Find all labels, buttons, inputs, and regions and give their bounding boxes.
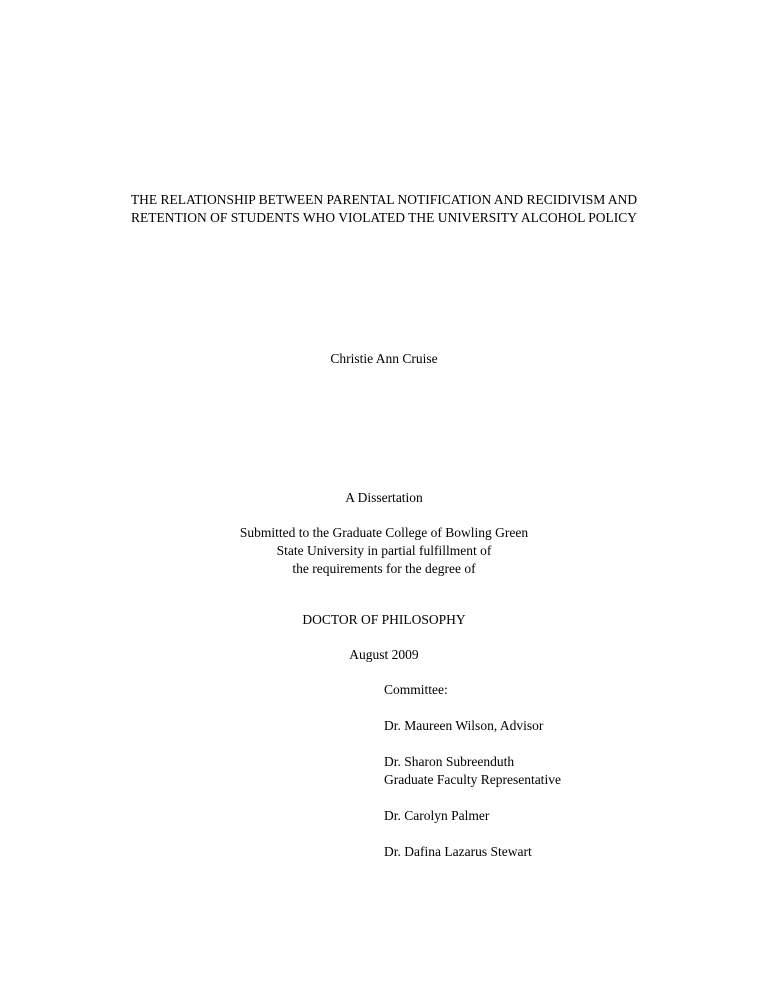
committee-member bbox=[384, 807, 684, 825]
committee-member-name: Dr. Maureen Wilson, Advisor bbox=[384, 718, 544, 733]
committee-member-name: Dr. Dafina Lazarus Stewart bbox=[384, 844, 532, 859]
committee-member bbox=[384, 843, 684, 861]
title-line-1: THE RELATIONSHIP BETWEEN PARENTAL NOTIFICATION AND RECIDIVISM AND bbox=[130, 192, 638, 207]
committee-member-role: Graduate Faculty Representative bbox=[384, 772, 561, 787]
committee-member bbox=[384, 753, 684, 789]
committee-member-name: Dr. Carolyn Palmer bbox=[384, 808, 490, 823]
committee-block bbox=[384, 681, 684, 861]
document-type: A Dissertation bbox=[345, 490, 423, 505]
committee-member bbox=[384, 717, 684, 735]
committee-label: Committee: bbox=[384, 682, 448, 697]
degree-name: DOCTOR OF PHILOSOPHY bbox=[302, 612, 466, 627]
submission-statement bbox=[0, 524, 768, 578]
dissertation-title bbox=[0, 191, 768, 227]
submission-line-1: Submitted to the Graduate College of Bowling Green bbox=[239, 525, 529, 540]
committee-member-name: Dr. Sharon Subreenduth bbox=[384, 754, 515, 769]
submission-date: August 2009 bbox=[349, 647, 419, 662]
submission-line-2: State University in partial fulfillment of bbox=[276, 543, 492, 558]
submission-line-3: the requirements for the degree of bbox=[292, 561, 476, 576]
author-name: Christie Ann Cruise bbox=[330, 351, 438, 366]
title-line-2: RETENTION OF STUDENTS WHO VIOLATED THE UNIVERSITY ALCOHOL POLICY bbox=[131, 210, 637, 225]
